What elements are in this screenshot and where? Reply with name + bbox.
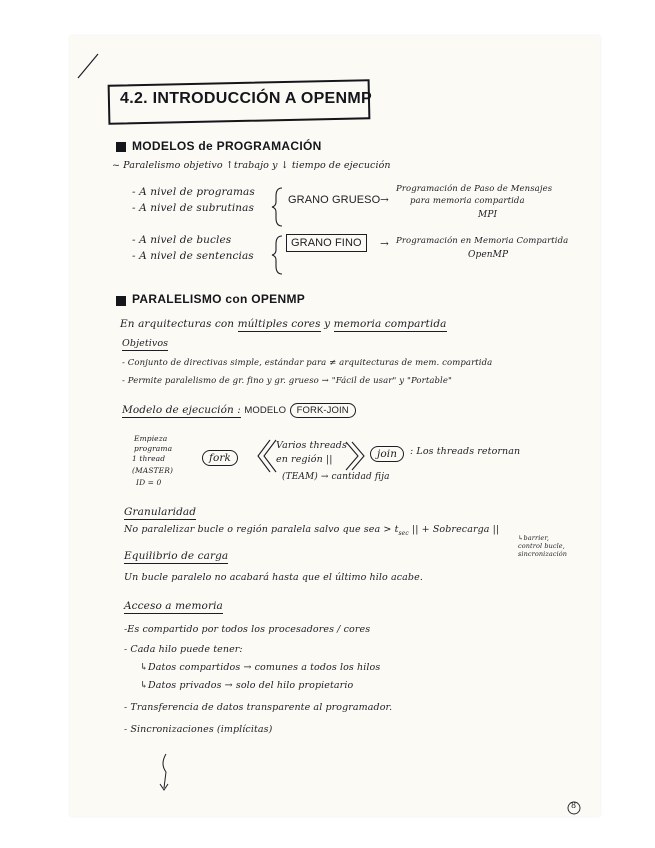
empieza-label: Empieza — [134, 434, 168, 443]
programa-label: programa — [134, 444, 173, 453]
objetivo-1: - Conjunto de directivas simple, estándar para ≠ arquitecturas de mem. compartida — [122, 358, 493, 368]
intro-memoria-compartida: memoria compartida — [333, 318, 447, 330]
sobrecarga-note-2: control bucle, — [518, 542, 565, 550]
grano-grueso: GRANO GRUESO — [288, 194, 381, 206]
mem-compartida-label: Programación en Memoria Compartida — [396, 236, 569, 246]
team-label: (TEAM) → cantidad fija — [282, 472, 390, 482]
mpi-label: MPI — [478, 210, 498, 220]
page-title: 4.2. INTRODUCCIÓN A OPENMP — [120, 90, 372, 107]
acceso-item-4: ↳Datos privados → solo del hilo propietario — [140, 680, 354, 691]
fork-join-label: FORK-JOIN — [290, 403, 356, 418]
bullet-square-icon — [116, 142, 126, 152]
nivel-subrutinas: - A nivel de subrutinas — [132, 202, 254, 214]
granularidad-body: No paralelizar bucle o región paralela salvo que sea > t — [124, 524, 399, 535]
id-label: ID = 0 — [136, 478, 162, 487]
granularidad-tail: || + Sobrecarga || — [411, 524, 500, 535]
modelo-ejecucion-row — [122, 404, 356, 416]
acceso-item-5: - Transferencia de datos transparente al programador. — [124, 702, 393, 713]
nivel-bucles: - A nivel de bucles — [132, 234, 232, 246]
intro-text: En arquitecturas con — [120, 318, 235, 330]
join-node: join — [370, 446, 404, 462]
arrow-icon: → — [380, 238, 389, 250]
threads-line1: Varios threads — [276, 440, 347, 451]
objetivos-heading: Objetivos — [122, 338, 169, 349]
acceso-item-2: - Cada hilo puede tener: — [124, 644, 243, 655]
paralelismo-intro — [120, 318, 447, 330]
sobrecarga-note-3: sincronización — [518, 550, 568, 558]
grano-fino-box: GRANO FINO — [286, 234, 367, 252]
objetivo-2: - Permite paralelismo de gr. fino y gr. grueso → "Fácil de usar" y "Portable" — [122, 376, 452, 386]
acceso-heading: Acceso a memoria — [124, 600, 223, 612]
nivel-sentencias: - A nivel de sentencias — [132, 250, 254, 262]
sobrecarga-note-1: ↳barrier, — [518, 534, 549, 542]
paso-mensajes-line1: Programación de Paso de Mensajes — [396, 184, 553, 194]
modelos-intro: ~ Paralelismo objetivo ↑trabajo y ↓ tiempo de ejecución — [112, 160, 391, 171]
intro-multiples-cores: múltiples cores — [237, 318, 321, 330]
threads-line2: en región || — [276, 454, 333, 465]
granularidad-heading: Granularidad — [124, 506, 197, 518]
acceso-item-6: - Sincronizaciones (implícitas) — [124, 724, 273, 735]
fork-node: fork — [202, 450, 238, 466]
paso-mensajes-line2: para memoria compartida — [410, 196, 525, 206]
modelo-value: MODELO — [244, 405, 287, 416]
granularidad-text — [124, 524, 499, 537]
page-decoration — [70, 36, 600, 816]
openmp-label: OpenMP — [468, 250, 509, 260]
arrow-icon: → — [380, 194, 389, 206]
master-label: (MASTER) — [132, 466, 174, 475]
equilibrio-text: Un bucle paralelo no acabará hasta que el último hilo acabe. — [124, 572, 423, 583]
nivel-programas: - A nivel de programas — [132, 186, 255, 198]
retornan-label: : Los threads retornan — [410, 446, 521, 457]
bullet-square-icon — [116, 296, 126, 306]
acceso-item-1: -Es compartido por todos los procesadores / cores — [124, 624, 371, 635]
modelo-label: Modelo de ejecución : — [122, 404, 241, 416]
equilibrio-heading: Equilibrio de carga — [124, 550, 229, 562]
section-heading-modelos: MODELOS de PROGRAMACIÓN — [132, 139, 322, 153]
granularidad-sub: sec — [398, 529, 409, 537]
intro-y: y — [324, 318, 331, 330]
acceso-item-3: ↳Datos compartidos → comunes a todos los hilos — [140, 662, 381, 673]
section-heading-paralelismo: PARALELISMO con OPENMP — [132, 292, 306, 306]
notebook-page — [70, 36, 600, 816]
one-thread-label: 1 thread — [132, 454, 166, 463]
page-number: 8 — [571, 801, 577, 810]
